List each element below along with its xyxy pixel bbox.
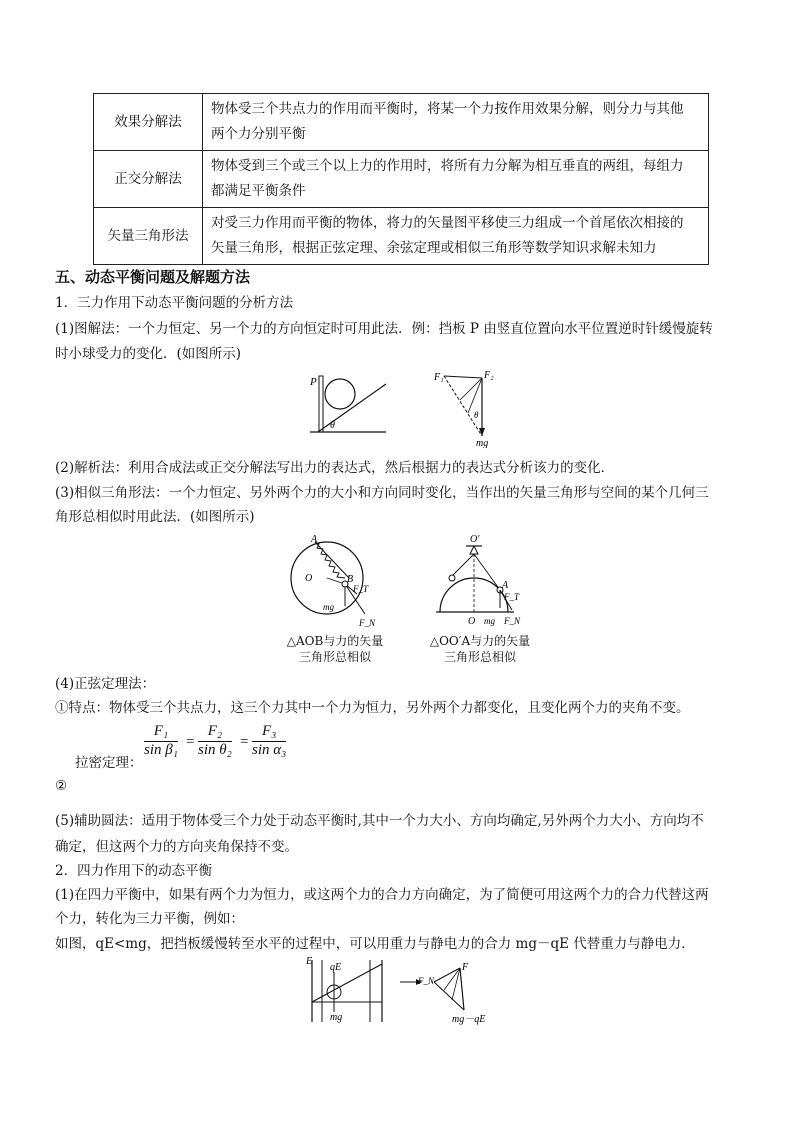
label-mg-3: mg xyxy=(484,616,495,626)
text-line: (2)解析法：利用合成法或正交分解法写出力的表达式，然后根据力的表达式分析该力的变化． xyxy=(55,460,615,476)
method-desc: 物体受到三个或三个以上力的作用时，将所有力分解为相互垂直的两组，每组力 都满足平衡条件 xyxy=(203,151,709,208)
equals-sign: = xyxy=(240,734,249,750)
label-mg-4: mg xyxy=(330,1012,343,1023)
text-line: 1．三力作用下动态平衡问题的分析方法 xyxy=(55,295,294,311)
text-line: 如图，qE<mg，把挡板缓慢转至水平的过程中，可以用重力与静电力的合力 mg－qE 代替重力与静电力． xyxy=(55,936,695,952)
label-mg-qE: mg－qE xyxy=(452,1014,486,1025)
label-theta-2: θ xyxy=(474,410,479,420)
text-line: 时小球受力的变化．(如图所示) xyxy=(55,346,242,362)
text-line: 2．四力作用下的动态平衡 xyxy=(55,863,213,879)
label-O: O xyxy=(305,573,313,584)
method-desc: 对受三力作用而平衡的物体，将力的矢量图平移使三力组成一个首尾依次相接的 矢量三角形，根据正弦定理、余弦定理或相似三角形等数学知识求解未知力 xyxy=(203,208,709,265)
method-name: 效果分解法 xyxy=(94,94,203,151)
label-A: A xyxy=(311,534,318,545)
text-line: ①特点：物体受三个共点力，这三个力其中一个力为恒力，另外两个力都变化，且变化两个力的夹角不变。 xyxy=(55,700,690,716)
label-B: B xyxy=(347,574,354,585)
label-mg: mg xyxy=(476,438,489,448)
label-Oprime: O′ xyxy=(470,534,480,545)
label-FN-2: F_N xyxy=(504,616,521,626)
text-line: (4)正弦定理法： xyxy=(55,676,156,692)
table-row xyxy=(94,208,709,265)
method-table xyxy=(93,93,709,265)
label-F: F xyxy=(462,962,469,973)
section-title: 五、动态平衡问题及解题方法 xyxy=(55,268,251,286)
formula-fraction-3: $\frac{\text{F₃}}{\text{sin α₃}}$ xyxy=(252,723,287,758)
method-name: 矢量三角形法 xyxy=(94,208,203,265)
text-line: (5)辅助圆法：适用于物体受三个力处于动态平衡时,其中一个力大小、方向均确定,另外两个力大小、方向均不 xyxy=(55,813,704,829)
text-line: 确定，但这两个力的方向夹角保持不变。 xyxy=(55,839,298,855)
label-P: P xyxy=(310,376,317,388)
label-mg-2: mg xyxy=(323,602,334,612)
equals-sign: = xyxy=(186,734,195,750)
label-F1: F₁ xyxy=(434,372,444,383)
method-desc: 物体受三个共点力的作用而平衡时，将某一个力按作用效果分解，则分力与其他 两个力分别平衡 xyxy=(203,94,709,151)
text-line: ② xyxy=(55,778,68,794)
formula-fraction-2: $\frac{\text{F₂}}{\text{sin θ₂}}$ xyxy=(198,723,232,758)
label-A-2: A xyxy=(502,580,509,591)
table-row xyxy=(94,151,709,208)
label-E: E xyxy=(306,956,313,967)
table-row xyxy=(94,94,709,151)
text-line: 角形总相似时用此法．(如图所示) xyxy=(55,509,255,525)
label-theta: θ xyxy=(330,420,335,431)
text-line: (1)在四力平衡中，如果有两个力为恒力，或这两个力的合力方向确定，为了简便可用这两个力的合力代替这两 xyxy=(55,887,709,903)
force-diagram-figure xyxy=(400,960,530,1030)
semicircle-figure xyxy=(432,532,522,632)
label-FT-2: F_T xyxy=(504,592,520,602)
label-FN-3: F_N xyxy=(418,976,435,986)
text-line: 个力，转化为三力平衡，例如： xyxy=(55,911,244,927)
label-F2: F₂ xyxy=(484,370,494,381)
label-O-2: O xyxy=(468,616,476,627)
lami-label: 拉密定理： xyxy=(75,755,143,771)
label-qE: qE xyxy=(330,962,342,973)
label-FN: F_N xyxy=(359,618,376,628)
formula-fraction-1: $\frac{\text{F₁}}{\text{sin β₁}}$ xyxy=(144,723,178,758)
figure-caption: △OO′A与力的矢量 三角形总相似 xyxy=(429,634,531,664)
electric-field-figure xyxy=(306,956,396,1026)
text-line: (3)相似三角形法：一个力恒定、另外两个力的大小和方向同时变化，当作出的矢量三角形与空间的某个几何三 xyxy=(55,485,709,501)
force-triangle-figure xyxy=(430,368,500,448)
incline-ball-figure xyxy=(308,368,388,438)
label-FT: F_T xyxy=(353,584,369,594)
text-line: (1)图解法：一个力恒定、另一个力的方向恒定时可用此法．例：挡板 P 由竖直位置向水平位置逆时针缓慢旋转 xyxy=(55,321,713,337)
circle-spring-figure xyxy=(285,532,380,632)
figure-caption: △AOB与力的矢量 三角形总相似 xyxy=(286,634,384,664)
method-name: 正交分解法 xyxy=(94,151,203,208)
